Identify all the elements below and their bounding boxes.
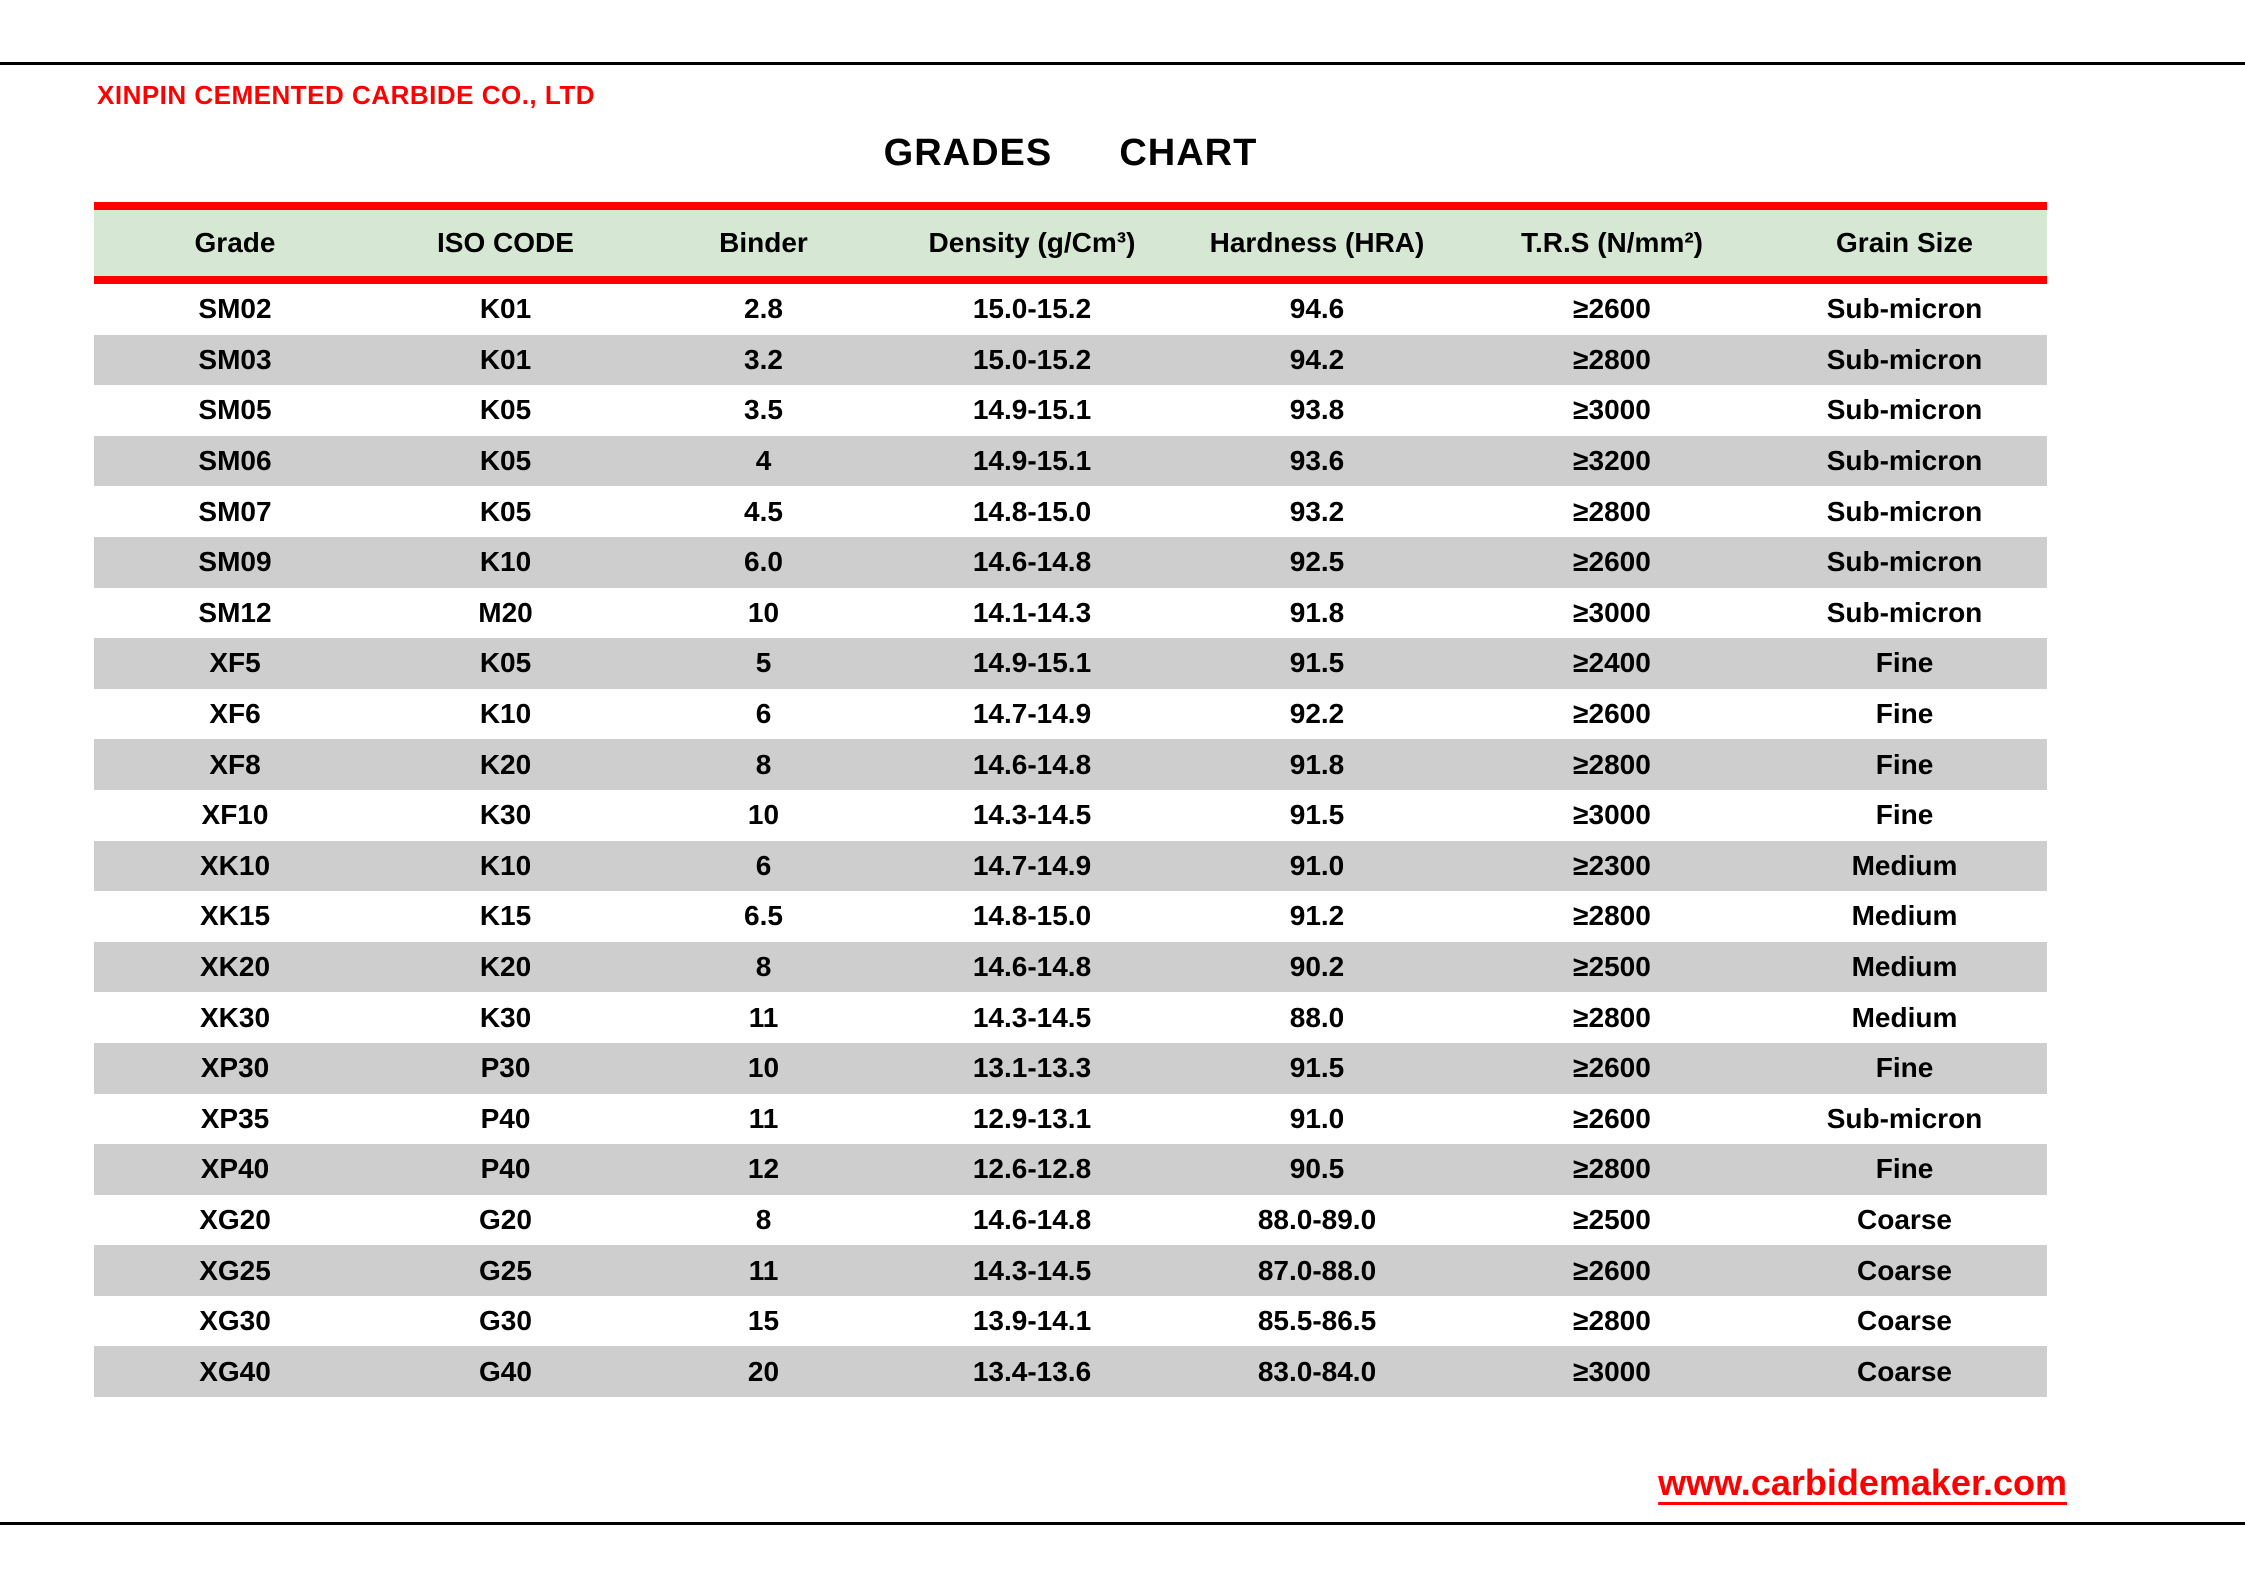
table-cell: 85.5-86.5 [1257, 1305, 1377, 1337]
table-cell: ≥3000 [1462, 1346, 1762, 1397]
table-cell: ≥2800 [1462, 1144, 1762, 1195]
table-cell: 15.0-15.2 [972, 293, 1092, 325]
table-cell: 14.6-14.8 [972, 1203, 1092, 1235]
table-row [94, 385, 2047, 436]
table-cell: ≥2600 [1462, 537, 1762, 588]
table-cell: ≥2800 [1462, 739, 1762, 790]
table-cell: ≥2500 [1462, 942, 1762, 993]
table-cell: Sub-micron [1762, 436, 2047, 487]
table-cell: K01 [479, 293, 532, 325]
table-cell: 14.8-15.0 [972, 900, 1092, 932]
header-cell-binder: Binder [635, 206, 892, 280]
table-header-row [94, 206, 2047, 280]
table-row [94, 1094, 2047, 1145]
table-cell: 14.9-15.1 [892, 638, 1172, 689]
table-cell: 91.2 [1289, 900, 1345, 932]
header-cell-iso-code: ISO CODE [376, 206, 635, 280]
table-cell: 92.5 [1172, 537, 1462, 588]
table-cell: Sub-micron [1826, 394, 1983, 426]
table-cell: 90.5 [1172, 1144, 1462, 1195]
table-row [94, 992, 2047, 1043]
table-cell: ≥2600 [1573, 1102, 1651, 1134]
website-link[interactable]: www.carbidemaker.com [1658, 1462, 2067, 1503]
table-cell: 8 [635, 739, 892, 790]
table-cell: K10 [376, 841, 635, 892]
table-cell: 6 [755, 698, 772, 730]
table-cell: 91.0 [1172, 841, 1462, 892]
table-row [94, 638, 2047, 689]
table-cell: 14.6-14.8 [892, 537, 1172, 588]
table-cell: K05 [376, 436, 635, 487]
table-cell: 12.6-12.8 [892, 1144, 1172, 1195]
table-cell: 11 [748, 1102, 779, 1134]
table-cell: 91.8 [1289, 596, 1345, 628]
table-cell: SM03 [94, 335, 376, 386]
table-cell: 14.9-15.1 [972, 394, 1092, 426]
table-cell: 83.0-84.0 [1172, 1346, 1462, 1397]
table-cell: Fine [1762, 1043, 2047, 1094]
header-cell-grain-size: Grain Size [1762, 206, 2047, 280]
header-cell-grade: Grade [94, 206, 376, 280]
table-cell: XK15 [199, 900, 271, 932]
table-body [94, 280, 2047, 1397]
table-cell: XK10 [94, 841, 376, 892]
table-row [94, 1245, 2047, 1296]
table-row [94, 436, 2047, 487]
table-cell: Sub-micron [1826, 1102, 1983, 1134]
table-cell: 10 [747, 799, 780, 831]
table-cell: 15 [747, 1305, 780, 1337]
table-cell: ≥3200 [1462, 436, 1762, 487]
table-cell: 14.6-14.8 [892, 739, 1172, 790]
table-cell: G25 [376, 1245, 635, 1296]
table-cell: Coarse [1762, 1245, 2047, 1296]
table-cell: 93.6 [1172, 436, 1462, 487]
table-cell: SM05 [198, 394, 272, 426]
table-cell: 5 [635, 638, 892, 689]
table-cell: Medium [1851, 900, 1958, 932]
table-cell: K05 [479, 394, 532, 426]
table-cell: 8 [635, 942, 892, 993]
table-cell: XF10 [201, 799, 269, 831]
table-cell: ≥3000 [1573, 596, 1651, 628]
table-row [94, 1043, 2047, 1094]
table-row [94, 739, 2047, 790]
table-cell: ≥2600 [1462, 1043, 1762, 1094]
table-cell: Fine [1762, 1144, 2047, 1195]
table-cell: G40 [376, 1346, 635, 1397]
table-cell: XF8 [94, 739, 376, 790]
table-cell: SM02 [198, 293, 272, 325]
table-cell: 3.2 [635, 335, 892, 386]
table-cell: 91.5 [1289, 799, 1345, 831]
table-cell: Coarse [1762, 1346, 2047, 1397]
table-cell: 90.2 [1172, 942, 1462, 993]
table-cell: SM07 [198, 495, 272, 527]
table-cell: ≥2500 [1573, 1203, 1651, 1235]
table-cell: Coarse [1857, 1305, 1952, 1337]
company-name: XINPIN CEMENTED CARBIDE CO., LTD [97, 80, 595, 110]
table-row [94, 588, 2047, 639]
table-cell: Fine [1875, 799, 1934, 831]
table-cell: 11 [748, 1001, 779, 1033]
bottom-horizontal-rule [0, 1522, 2245, 1525]
table-cell: 87.0-88.0 [1172, 1245, 1462, 1296]
header-cell-density: Density (g/Cm³) [892, 206, 1172, 280]
table-cell: ≥2800 [1573, 900, 1651, 932]
table-cell: ≥2400 [1462, 638, 1762, 689]
table-cell: Medium [1762, 942, 2047, 993]
table-cell: Sub-micron [1826, 596, 1983, 628]
table-cell: 11 [635, 1245, 892, 1296]
table-cell: XP30 [94, 1043, 376, 1094]
table-row [94, 891, 2047, 942]
table-cell: Sub-micron [1762, 335, 2047, 386]
table-row [94, 1144, 2047, 1195]
table-cell: 91.5 [1172, 1043, 1462, 1094]
table-cell: XK20 [94, 942, 376, 993]
table-row [94, 790, 2047, 841]
table-cell: K20 [376, 942, 635, 993]
table-cell: 93.8 [1289, 394, 1345, 426]
table-cell: 94.6 [1289, 293, 1345, 325]
table-row [94, 841, 2047, 892]
table-cell: ≥3000 [1573, 394, 1651, 426]
table-cell: 20 [635, 1346, 892, 1397]
table-cell: Coarse [1857, 1203, 1952, 1235]
table-row [94, 1195, 2047, 1246]
table-cell: 14.7-14.9 [972, 698, 1092, 730]
table-row [94, 486, 2047, 537]
table-cell: ≥2300 [1462, 841, 1762, 892]
table-cell: ≥2800 [1573, 1001, 1651, 1033]
table-cell: XP40 [94, 1144, 376, 1195]
table-cell: SM06 [94, 436, 376, 487]
table-cell: K20 [376, 739, 635, 790]
table-cell: 91.8 [1172, 739, 1462, 790]
page-title: GRADES CHART [883, 132, 1258, 174]
table-cell: 10 [635, 1043, 892, 1094]
table-cell: P40 [480, 1102, 531, 1134]
table-cell: 88.0 [1289, 1001, 1345, 1033]
table-row [94, 689, 2047, 740]
table-cell: 12 [635, 1144, 892, 1195]
table-cell: K10 [479, 698, 532, 730]
header-cell-hardness: Hardness (HRA) [1172, 206, 1462, 280]
table-cell: Fine [1762, 739, 2047, 790]
table-cell: 3.5 [744, 394, 783, 426]
table-cell: XG40 [94, 1346, 376, 1397]
table-cell: 14.8-15.0 [972, 495, 1092, 527]
table-cell: Fine [1762, 638, 2047, 689]
table-cell: XF5 [94, 638, 376, 689]
table-cell: 15.0-15.2 [892, 335, 1172, 386]
table-cell: ≥3000 [1573, 799, 1651, 831]
table-cell: K10 [376, 537, 635, 588]
table-cell: 91.0 [1289, 1102, 1345, 1134]
table-cell: 14.3-14.5 [972, 799, 1092, 831]
table-cell: Sub-micron [1826, 495, 1983, 527]
table-cell: Fine [1875, 698, 1934, 730]
top-horizontal-rule [0, 62, 2245, 65]
table-cell: K01 [376, 335, 635, 386]
header-cell-trs: T.R.S (N/mm²) [1462, 206, 1762, 280]
table-cell: 13.1-13.3 [892, 1043, 1172, 1094]
table-cell: ≥2800 [1573, 1305, 1651, 1337]
table-cell: 10 [747, 596, 780, 628]
table-cell: K05 [479, 495, 532, 527]
table-cell: 14.9-15.1 [892, 436, 1172, 487]
table-cell: K05 [376, 638, 635, 689]
table-cell: 14.3-14.5 [892, 1245, 1172, 1296]
table-cell: ≥2600 [1462, 1245, 1762, 1296]
table-cell: P40 [376, 1144, 635, 1195]
table-cell: XG20 [199, 1203, 271, 1235]
table-cell: XP35 [200, 1102, 270, 1134]
table-cell: 92.2 [1289, 698, 1345, 730]
table-cell: 13.4-13.6 [892, 1346, 1172, 1397]
table-cell: 6.5 [744, 900, 783, 932]
table-cell: XF6 [209, 698, 261, 730]
table-cell: 93.2 [1289, 495, 1345, 527]
table-cell: XG30 [199, 1305, 271, 1337]
table-cell: 2.8 [744, 293, 783, 325]
table-cell: 12.9-13.1 [972, 1102, 1092, 1134]
table-cell: 4.5 [744, 495, 783, 527]
table-cell: 88.0-89.0 [1257, 1203, 1377, 1235]
table-cell: ≥2600 [1573, 698, 1651, 730]
table-cell: M20 [478, 596, 533, 628]
table-cell: Sub-micron [1826, 293, 1983, 325]
table-row [94, 280, 2047, 335]
table-row [94, 537, 2047, 588]
table-cell: Medium [1762, 841, 2047, 892]
table-cell: ≥2600 [1573, 293, 1651, 325]
table-cell: G30 [479, 1305, 532, 1337]
table-cell: Sub-micron [1762, 537, 2047, 588]
table-cell: K15 [479, 900, 532, 932]
grades-table [94, 202, 2047, 1397]
table-cell: 14.6-14.8 [892, 942, 1172, 993]
table-cell: 14.1-14.3 [972, 596, 1092, 628]
table-cell: P30 [376, 1043, 635, 1094]
table-row [94, 335, 2047, 386]
table-cell: 6 [635, 841, 892, 892]
table-cell: 6.0 [635, 537, 892, 588]
table-row [94, 1346, 2047, 1397]
table-cell: SM12 [198, 596, 272, 628]
table-cell: XK30 [199, 1001, 271, 1033]
table-cell: ≥2800 [1573, 495, 1651, 527]
table-cell: 94.2 [1172, 335, 1462, 386]
table-row [94, 942, 2047, 993]
title-container [94, 132, 2047, 175]
table-cell: Medium [1851, 1001, 1958, 1033]
table-cell: 91.5 [1172, 638, 1462, 689]
table-cell: K30 [479, 1001, 532, 1033]
table-cell: 4 [635, 436, 892, 487]
table-cell: 13.9-14.1 [972, 1305, 1092, 1337]
table-cell: 14.3-14.5 [972, 1001, 1092, 1033]
table-cell: ≥2800 [1462, 335, 1762, 386]
table-cell: XG25 [94, 1245, 376, 1296]
table-cell: G20 [479, 1203, 532, 1235]
table-cell: 14.7-14.9 [892, 841, 1172, 892]
table-cell: SM09 [94, 537, 376, 588]
table-cell: 8 [755, 1203, 772, 1235]
table-cell: K30 [479, 799, 532, 831]
table-row [94, 1296, 2047, 1347]
